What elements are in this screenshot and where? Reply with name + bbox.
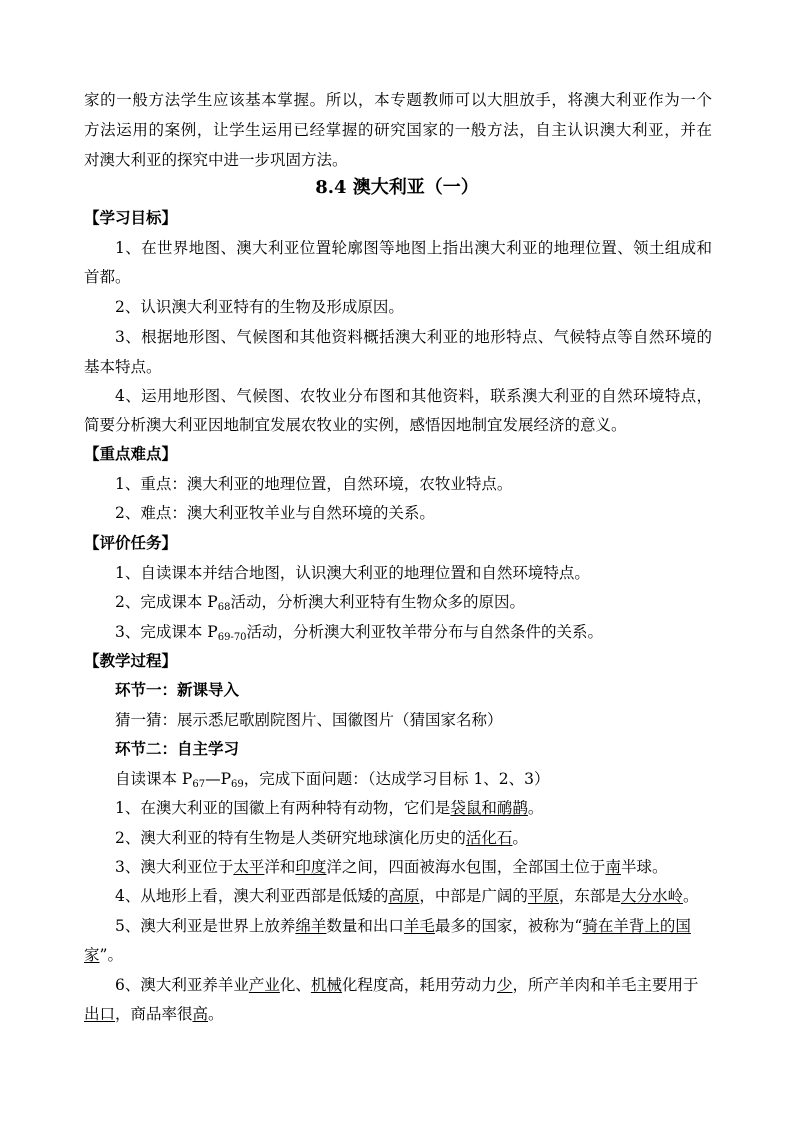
goal-4-line-1: 4、运用地形图、气候图、农牧业分布图和其他资料，联系澳大利亚的自然环境特点， (115, 387, 712, 405)
text-run: 69 (231, 779, 244, 789)
process-heading: 【教学过程】 (84, 651, 178, 670)
goals-heading: 【学习目标】 (84, 208, 178, 227)
key-point-2: 2、难点：澳大利亚牧羊业与自然环境的关系。 (115, 504, 435, 522)
answer: 袋鼠 (450, 799, 482, 817)
text-run: ，所产羊肉和羊毛主要用于 (512, 976, 699, 994)
text-run: ”。 (99, 946, 123, 964)
eval-heading: 【评价任务】 (84, 533, 178, 552)
text-run: 。 (682, 887, 699, 905)
question-6-line-1 (115, 975, 712, 995)
answer: 印度 (295, 858, 327, 876)
answer: 机械 (310, 976, 342, 994)
intro-line-2: 方法运用的案例，让学生运用已经掌握的研究国家的一般方法，自主认识澳大利亚，并在 (84, 121, 712, 139)
answer: 活化石 (465, 829, 513, 847)
text-run: 半球。 (620, 858, 668, 876)
text-run: 和 (481, 799, 497, 817)
section-title: 8.4 澳大利亚（一） (315, 177, 479, 198)
text-run: 2、完成课本 P (115, 593, 218, 611)
text-run: 2、澳大利亚的特有生物是人类研究地球演化历史的 (115, 829, 466, 847)
text-run: 。 (208, 1005, 224, 1023)
text-run: ，商品率很 (115, 1005, 193, 1023)
answer: 高 (192, 1005, 209, 1023)
question-5-line-1 (115, 916, 712, 936)
text-run: 自读课本 P (115, 770, 193, 788)
answer: 太平 (233, 858, 265, 876)
text-run: 67 (192, 779, 206, 789)
goal-4-line-2: 简要分析澳大利亚因地制宜发展农牧业的实例，感悟因地制宜发展经济的意义。 (84, 416, 627, 434)
text-run: 5、澳大利亚是世界上放养 (115, 917, 296, 935)
answer: 南 (605, 858, 621, 876)
text-run: 。 (512, 829, 528, 847)
step-1-heading: 环节一：新课导入 (115, 680, 240, 699)
text-run: 数量和出口 (326, 917, 404, 935)
text-run: 4、从地形上看，澳大利亚西部是低矮的 (115, 887, 389, 905)
text-run: 6、澳大利亚养羊业 (115, 976, 249, 994)
answer: 平原 (527, 887, 559, 905)
answer: 出口 (84, 1005, 116, 1023)
text-run: 。 (527, 799, 544, 817)
text-run: 化、 (279, 976, 311, 994)
reading-task (115, 769, 712, 789)
text-run: 最多的国家，被称为“ (434, 917, 583, 935)
text-run: 3、澳大利亚位于 (115, 858, 234, 876)
answer: 羊毛 (403, 917, 435, 935)
answer: 产业 (248, 976, 280, 994)
text-run: 洋和 (264, 858, 296, 876)
text-run: 1、在澳大利亚的国徽上有两种特有动物，它们是 (115, 799, 451, 817)
text-run: 化程度高，耗用劳动力 (341, 976, 497, 994)
question-3 (115, 857, 712, 877)
eval-task-2 (115, 592, 712, 612)
text-run: 活动，分析澳大利亚牧羊带分布与自然条件的关系。 (246, 623, 604, 641)
answer: 家 (84, 946, 100, 964)
text-run: ，中部是广阔的 (419, 887, 528, 905)
key-heading: 【重点难点】 (84, 444, 178, 463)
answer: 绵羊 (295, 917, 327, 935)
answer: 鸸鹋 (496, 799, 528, 817)
question-2 (115, 828, 712, 848)
goal-1-line-1: 1、在世界地图、澳大利亚位置轮廓图等地图上指出澳大利亚的地理位置、领土组成和 (115, 239, 712, 257)
key-point-1: 1、重点：澳大利亚的地理位置，自然环境，农牧业特点。 (115, 475, 513, 493)
goal-2: 2、认识澳大利亚特有的生物及形成原因。 (115, 298, 404, 316)
text-run: 3、完成课本 P (115, 623, 218, 641)
intro-line-3: 对澳大利亚的探究中进一步巩固方法。 (84, 151, 348, 169)
intro-line-1: 家的一般方法学生应该基本掌握。所以，本专题教师可以大胆放手，将澳大利亚作为一个 (84, 91, 712, 109)
question-1 (115, 798, 712, 818)
question-6-line-2 (84, 1004, 712, 1024)
text-run: ，完成下面问题：（达成学习目标 1、2、3） (243, 770, 550, 788)
step-2-heading: 环节二：自主学习 (115, 739, 240, 758)
question-5-line-2 (84, 945, 712, 965)
answer: 骑在羊背上的国 (582, 917, 691, 935)
text-run: 洋之间，四面被海水包围，全部国土位于 (326, 858, 606, 876)
text-run: —P (205, 770, 232, 788)
goal-3-line-1: 3、根据地形图、气候图和其他资料概括澳大利亚的地形特点、气候特点等自然环境的 (115, 328, 712, 346)
goal-1-line-2: 首都。 (84, 268, 131, 286)
eval-task-1: 1、自读课本并结合地图，认识澳大利亚的地理位置和自然环境特点。 (115, 564, 590, 582)
eval-task-3 (115, 622, 712, 642)
guess-activity: 猜一猜：展示悉尼歌剧院图片、国徽图片（猜国家名称） (115, 711, 503, 729)
text-run: ，东部是 (558, 887, 621, 905)
answer: 高原 (388, 887, 420, 905)
text-run: 68 (217, 602, 231, 612)
answer: 少 (496, 976, 513, 994)
question-4 (115, 886, 712, 906)
text-run: 69-70 (217, 632, 247, 642)
text-run: 活动，分析澳大利亚特有生物众多的原因。 (230, 593, 525, 611)
goal-3-line-2: 基本特点。 (84, 358, 162, 376)
answer: 大分水岭 (620, 887, 683, 905)
